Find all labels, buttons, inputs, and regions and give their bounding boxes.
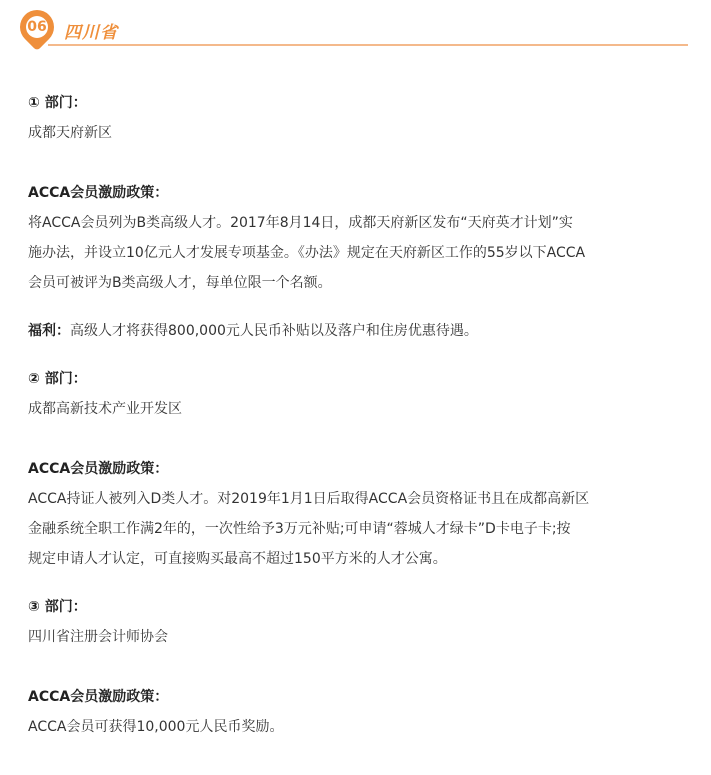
policy-label: ACCA会员激励政策： bbox=[28, 689, 169, 705]
policy-text: 规定申请人才认定，可直接购买最高不超过150平方米的人才公寓。 bbox=[28, 551, 447, 567]
dept-label: ③ 部门： bbox=[28, 599, 87, 615]
article-content bbox=[28, 88, 688, 742]
dept-name: 成都天府新区 bbox=[28, 125, 112, 141]
dept-label: ② 部门： bbox=[28, 371, 87, 387]
policy-text: ACCA持证人被列入D类人才。对2019年1月1日后取得ACCA会员资格证书且在成都高新区 bbox=[28, 491, 590, 507]
policy-text: 将ACCA会员列为B类高级人才。2017年8月14日，成都天府新区发布“天府英才计划”实 bbox=[28, 215, 573, 231]
policy-text: ACCA会员可获得10,000元人民币奖励。 bbox=[28, 719, 284, 735]
benefit-text: 高级人才将获得800,000元人民币补贴以及落户和住房优惠待遇。 bbox=[70, 323, 478, 339]
dept-name: 四川省注册会计师协会 bbox=[28, 629, 168, 645]
policy-label: ACCA会员激励政策： bbox=[28, 185, 169, 201]
dept-label: ① 部门： bbox=[28, 95, 87, 111]
section-header bbox=[16, 10, 688, 50]
dept-name: 成都高新技术产业开发区 bbox=[28, 401, 182, 417]
benefit-paragraph bbox=[28, 316, 688, 346]
section-number: 06 bbox=[27, 19, 47, 35]
header-divider bbox=[48, 44, 688, 46]
policy-text: 会员可被评为B类高级人才，每单位限一个名额。 bbox=[28, 275, 332, 291]
policy-text: 金融系统全职工作满2年的，一次性给予3万元补贴;可申请“蓉城人才绿卡”D卡电子卡;按 bbox=[28, 521, 571, 537]
section-title: 四川省 bbox=[64, 23, 118, 43]
policy-text: 施办法，并设立10亿元人才发展专项基金。《办法》规定在天府新区工作的55岁以下ACCA bbox=[28, 245, 586, 261]
benefit-label: 福利： bbox=[28, 323, 70, 339]
policy-label: ACCA会员激励政策： bbox=[28, 461, 169, 477]
